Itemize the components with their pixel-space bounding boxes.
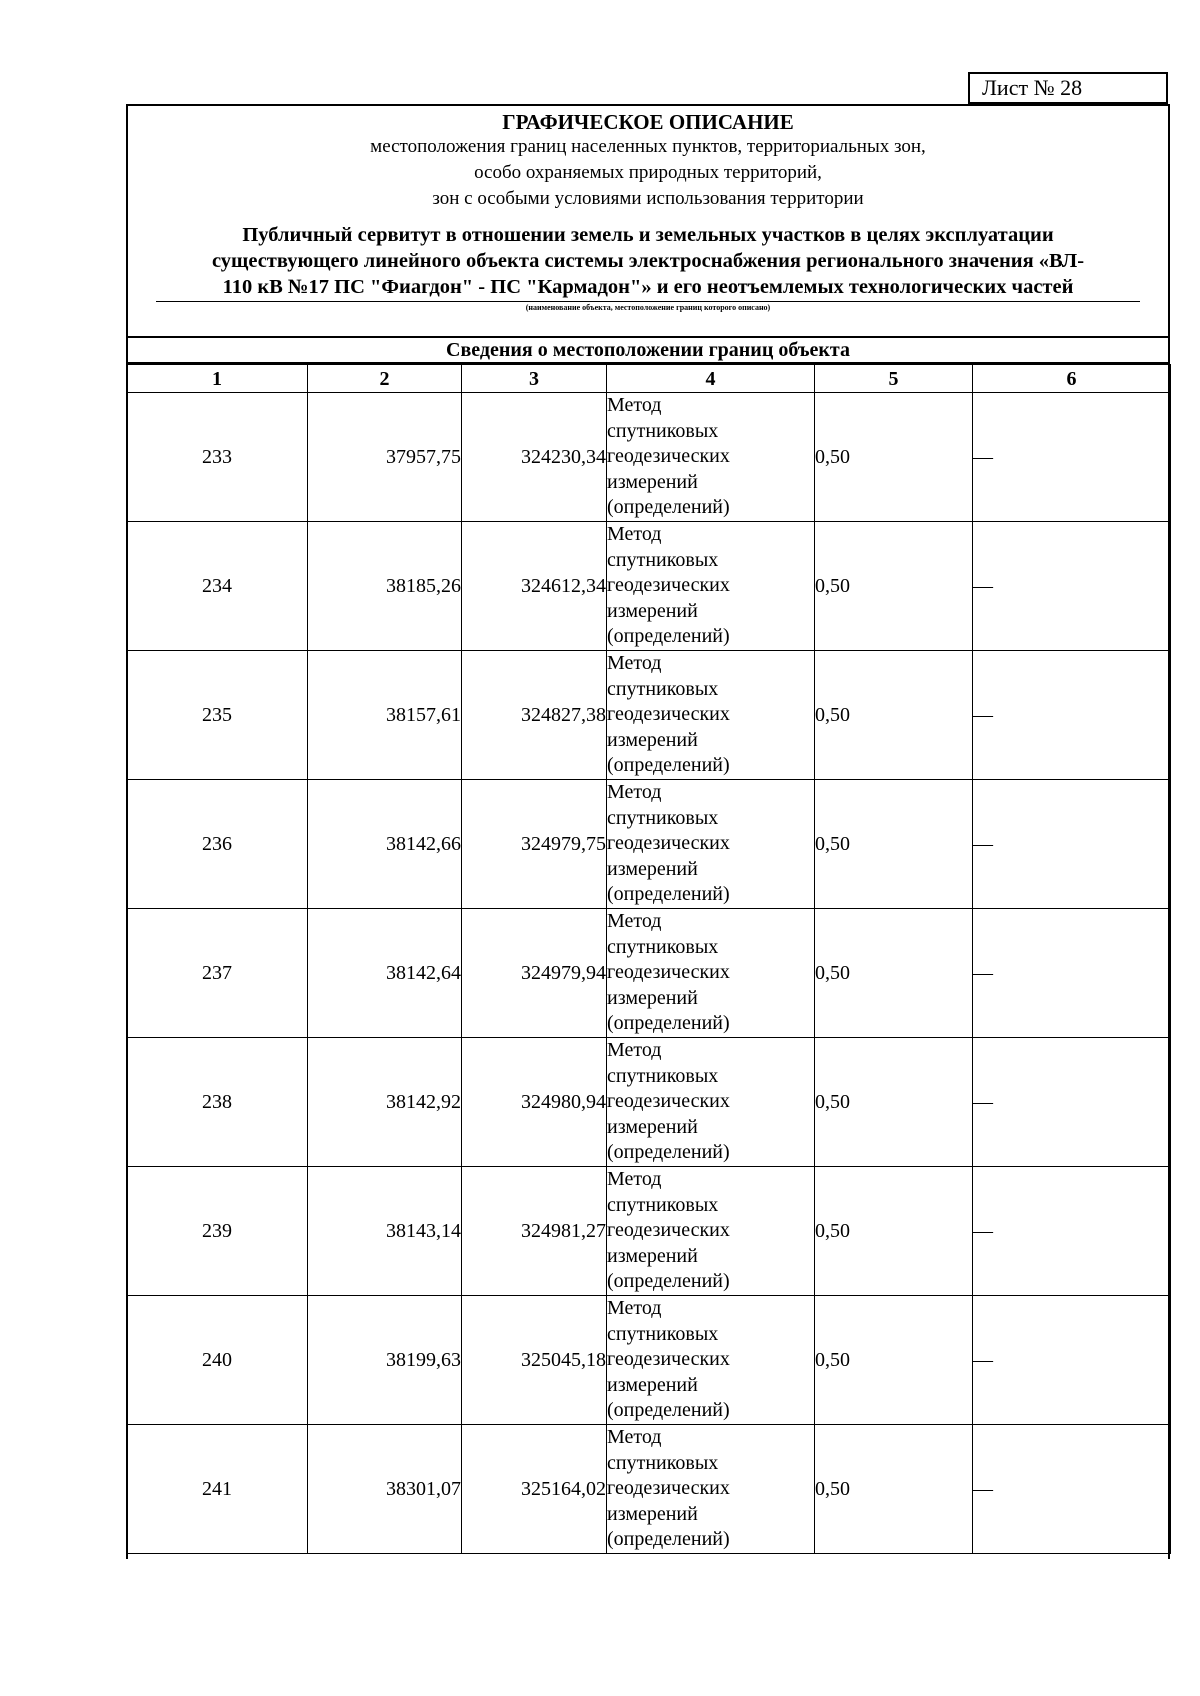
method-line: (определений) xyxy=(607,496,730,519)
method-line: Метод xyxy=(607,394,662,417)
method-cell xyxy=(607,1425,815,1554)
method-line: Метод xyxy=(607,1039,662,1062)
note-cell: — xyxy=(973,651,1171,780)
y-coordinate-cell: 324230,34 xyxy=(462,393,607,522)
accuracy-cell: 0,50 xyxy=(815,1038,973,1167)
method-line: измерений xyxy=(607,1115,698,1138)
method-line: геодезических xyxy=(607,445,730,468)
accuracy-cell: 0,50 xyxy=(815,393,973,522)
method-line: Метод xyxy=(607,1168,662,1191)
accuracy-cell: 0,50 xyxy=(815,1167,973,1296)
column-header: 6 xyxy=(973,365,1171,393)
method-line: (определений) xyxy=(607,754,730,777)
note-cell: — xyxy=(973,1425,1171,1554)
method-line: спутниковых xyxy=(607,1064,719,1087)
method-line: измерений xyxy=(607,728,698,751)
table-row xyxy=(127,651,1171,780)
note-cell: — xyxy=(973,780,1171,909)
method-line: геодезических xyxy=(607,574,730,597)
method-cell xyxy=(607,780,815,909)
method-cell xyxy=(607,1296,815,1425)
object-name-caption: (наименование объекта, местоположение границ которого описано) xyxy=(525,303,771,312)
column-header: 5 xyxy=(815,365,973,393)
method-line: измерений xyxy=(607,1373,698,1396)
method-line: измерений xyxy=(607,1244,698,1267)
method-line: спутниковых xyxy=(607,935,719,958)
point-number-cell: 235 xyxy=(127,651,308,780)
x-coordinate-cell: 38142,92 xyxy=(308,1038,462,1167)
method-line: измерений xyxy=(607,470,698,493)
method-line: Метод xyxy=(607,910,662,933)
subtitle-line: особо охраняемых природных территорий, xyxy=(474,162,822,183)
accuracy-cell: 0,50 xyxy=(815,780,973,909)
x-coordinate-cell: 38142,64 xyxy=(308,909,462,1038)
note-cell: — xyxy=(973,1296,1171,1425)
method-line: геодезических xyxy=(607,703,730,726)
x-coordinate-cell: 38301,07 xyxy=(308,1425,462,1554)
column-header: 3 xyxy=(462,365,607,393)
method-line: спутниковых xyxy=(607,1193,719,1216)
method-line: (определений) xyxy=(607,883,730,906)
method-line: спутниковых xyxy=(607,1322,719,1345)
x-coordinate-cell: 38199,63 xyxy=(308,1296,462,1425)
method-cell xyxy=(607,522,815,651)
y-coordinate-cell: 324979,75 xyxy=(462,780,607,909)
method-line: (определений) xyxy=(607,625,730,648)
note-cell: — xyxy=(973,522,1171,651)
point-number-cell: 236 xyxy=(127,780,308,909)
object-name-line: Публичный сервитут в отношении земель и земельных участков в целях эксплуатации xyxy=(242,224,1054,246)
note-cell: — xyxy=(973,393,1171,522)
method-cell xyxy=(607,651,815,780)
coordinates-table xyxy=(126,364,1171,1554)
point-number-cell: 237 xyxy=(127,909,308,1038)
column-header: 4 xyxy=(607,365,815,393)
method-line: (определений) xyxy=(607,1012,730,1035)
method-line: Метод xyxy=(607,1426,662,1449)
point-number-cell: 241 xyxy=(127,1425,308,1554)
note-cell: — xyxy=(973,909,1171,1038)
note-cell: — xyxy=(973,1167,1171,1296)
x-coordinate-cell: 37957,75 xyxy=(308,393,462,522)
method-line: геодезических xyxy=(607,1477,730,1500)
method-line: геодезических xyxy=(607,832,730,855)
x-coordinate-cell: 38185,26 xyxy=(308,522,462,651)
method-line: (определений) xyxy=(607,1270,730,1293)
method-cell xyxy=(607,909,815,1038)
point-number-cell: 234 xyxy=(127,522,308,651)
column-header: 2 xyxy=(308,365,462,393)
point-number-cell: 240 xyxy=(127,1296,308,1425)
column-header: 1 xyxy=(127,365,308,393)
accuracy-cell: 0,50 xyxy=(815,909,973,1038)
accuracy-cell: 0,50 xyxy=(815,651,973,780)
method-line: измерений xyxy=(607,1502,698,1525)
method-line: Метод xyxy=(607,652,662,675)
method-line: измерений xyxy=(607,857,698,880)
object-name xyxy=(156,222,1140,302)
table-row xyxy=(127,522,1171,651)
document-title: ГРАФИЧЕСКОЕ ОПИСАНИЕ xyxy=(502,110,794,134)
point-number-cell: 238 xyxy=(127,1038,308,1167)
section-title: Сведения о местоположении границ объекта xyxy=(128,336,1168,364)
table-row xyxy=(127,393,1171,522)
x-coordinate-cell: 38143,14 xyxy=(308,1167,462,1296)
method-cell xyxy=(607,1038,815,1167)
point-number-cell: 233 xyxy=(127,393,308,522)
method-line: Метод xyxy=(607,781,662,804)
document-header xyxy=(128,106,1168,313)
y-coordinate-cell: 324979,94 xyxy=(462,909,607,1038)
y-coordinate-cell: 325045,18 xyxy=(462,1296,607,1425)
subtitle-line: местоположения границ населенных пунктов, территориальных зон, xyxy=(370,136,926,157)
method-cell xyxy=(607,393,815,522)
table-header-row xyxy=(127,365,1171,393)
method-line: геодезических xyxy=(607,1219,730,1242)
method-line: спутниковых xyxy=(607,677,719,700)
subtitle-line: зон с особыми условиями использования территории xyxy=(432,188,864,209)
y-coordinate-cell: 324980,94 xyxy=(462,1038,607,1167)
table-row xyxy=(127,1038,1171,1167)
object-name-line: 110 кВ №17 ПС "Фиагдон" - ПС "Кармадон"» и его неотъемлемых технологических частей xyxy=(222,276,1074,298)
method-line: измерений xyxy=(607,599,698,622)
accuracy-cell: 0,50 xyxy=(815,1425,973,1554)
method-line: (определений) xyxy=(607,1141,730,1164)
y-coordinate-cell: 324612,34 xyxy=(462,522,607,651)
method-line: спутниковых xyxy=(607,548,719,571)
y-coordinate-cell: 324827,38 xyxy=(462,651,607,780)
y-coordinate-cell: 324981,27 xyxy=(462,1167,607,1296)
table-row xyxy=(127,1425,1171,1554)
method-line: измерений xyxy=(607,986,698,1009)
method-line: геодезических xyxy=(607,961,730,984)
table-row xyxy=(127,909,1171,1038)
method-line: спутниковых xyxy=(607,806,719,829)
sheet-number: Лист № 28 xyxy=(968,72,1168,104)
table-row xyxy=(127,1167,1171,1296)
x-coordinate-cell: 38157,61 xyxy=(308,651,462,780)
table-row xyxy=(127,1296,1171,1425)
point-number-cell: 239 xyxy=(127,1167,308,1296)
method-line: геодезических xyxy=(607,1090,730,1113)
method-line: геодезических xyxy=(607,1348,730,1371)
table-row xyxy=(127,780,1171,909)
accuracy-cell: 0,50 xyxy=(815,1296,973,1425)
y-coordinate-cell: 325164,02 xyxy=(462,1425,607,1554)
note-cell: — xyxy=(973,1038,1171,1167)
method-line: Метод xyxy=(607,523,662,546)
method-line: (определений) xyxy=(607,1528,730,1551)
method-line: спутниковых xyxy=(607,1451,719,1474)
x-coordinate-cell: 38142,66 xyxy=(308,780,462,909)
method-cell xyxy=(607,1167,815,1296)
method-line: (определений) xyxy=(607,1399,730,1422)
object-name-line: существующего линейного объекта системы электроснабжения регионального значения «ВЛ- xyxy=(211,250,1085,272)
accuracy-cell: 0,50 xyxy=(815,522,973,651)
method-line: спутниковых xyxy=(607,419,719,442)
method-line: Метод xyxy=(607,1297,662,1320)
